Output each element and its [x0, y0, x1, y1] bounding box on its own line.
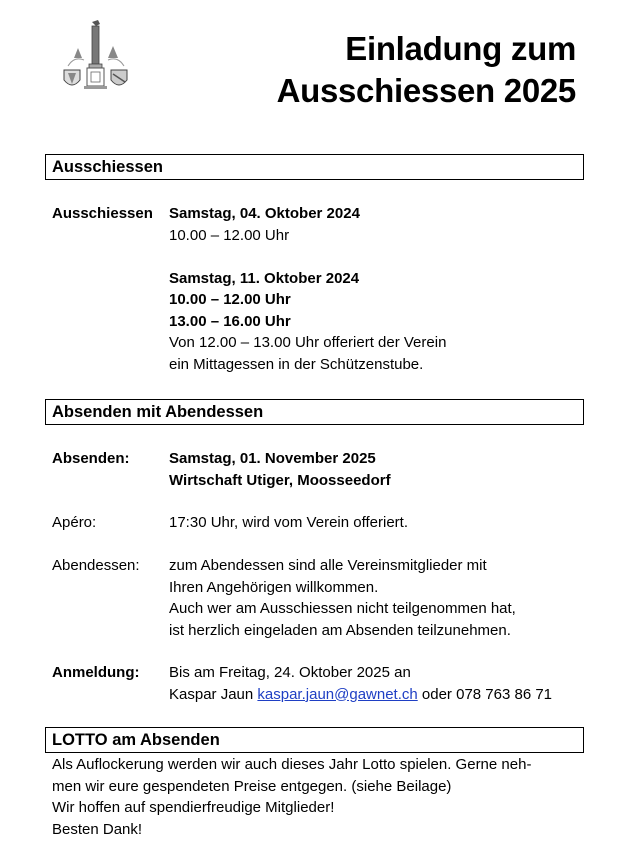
abendessen-details — [169, 555, 589, 641]
abendessen-line: ist herzlich eingeladen am Absenden teilzunehmen. — [169, 621, 511, 639]
emblem-icon — [58, 18, 134, 94]
contact-email-link[interactable]: kaspar.jaun@gawnet.ch — [257, 685, 418, 703]
anmeldung-contact — [169, 684, 589, 706]
abendessen-line: zum Abendessen sind alle Vereinsmitglieder mit — [169, 557, 487, 574]
absenden-date: Samstag, 01. November 2025 — [169, 450, 376, 467]
lunch-note-1: Von 12.00 – 13.00 Uhr offeriert der Verein — [169, 334, 447, 351]
lotto-text — [52, 754, 592, 840]
lotto-line: men wir eure gespendeten Preise entgegen. (siehe Beilage) — [52, 777, 452, 795]
section-heading-ausschiessen: Ausschiessen — [45, 154, 584, 180]
section-heading-absenden: Absenden mit Abendessen — [45, 399, 584, 425]
contact-name: Kaspar Jaun — [169, 685, 254, 703]
ausschiessen-label: Ausschiessen — [52, 205, 153, 222]
lunch-note-2: ein Mittagessen in der Schützenstube. — [169, 355, 424, 373]
day2-time-2: 13.00 – 16.00 Uhr — [169, 312, 291, 330]
apero-text: 17:30 Uhr, wird vom Verein offeriert. — [169, 514, 409, 531]
absenden-label: Absenden: — [52, 450, 130, 467]
apero-label: Apéro: — [52, 514, 97, 531]
abendessen-label: Abendessen: — [52, 557, 140, 574]
club-logo — [58, 18, 134, 94]
anmeldung-label: Anmeldung: — [52, 664, 140, 681]
day1-time: 10.00 – 12.00 Uhr — [169, 226, 290, 244]
day2-date: Samstag, 11. Oktober 2024 — [169, 269, 360, 287]
lotto-line: Als Auflockerung werden wir auch dieses Jahr Lotto spielen. Gerne neh- — [52, 756, 532, 773]
ausschiessen-details — [169, 203, 589, 375]
absenden-place: Wirtschaft Utiger, Moosseedorf — [169, 471, 391, 489]
anmeldung-deadline: Bis am Freitag, 24. Oktober 2025 an — [169, 664, 411, 681]
day1-date: Samstag, 04. Oktober 2024 — [169, 205, 360, 222]
absenden-details — [169, 448, 589, 491]
page-title — [277, 28, 576, 112]
anmeldung-details — [169, 662, 589, 705]
abendessen-line: Ihren Angehörigen willkommen. — [169, 578, 379, 596]
day2-time-1: 10.00 – 12.00 Uhr — [169, 291, 291, 308]
title-line-1: Einladung zum — [345, 30, 576, 67]
abendessen-line: Auch wer am Ausschiessen nicht teilgenommen hat, — [169, 600, 516, 617]
section-heading-lotto: LOTTO am Absenden — [45, 727, 584, 753]
contact-phone: oder 078 763 86 71 — [421, 685, 553, 703]
lotto-line: Wir hoffen auf spendierfreudige Mitglieder! — [52, 799, 335, 816]
title-line-2: Ausschiessen 2025 — [276, 72, 576, 109]
lotto-line: Besten Dank! — [52, 820, 143, 838]
